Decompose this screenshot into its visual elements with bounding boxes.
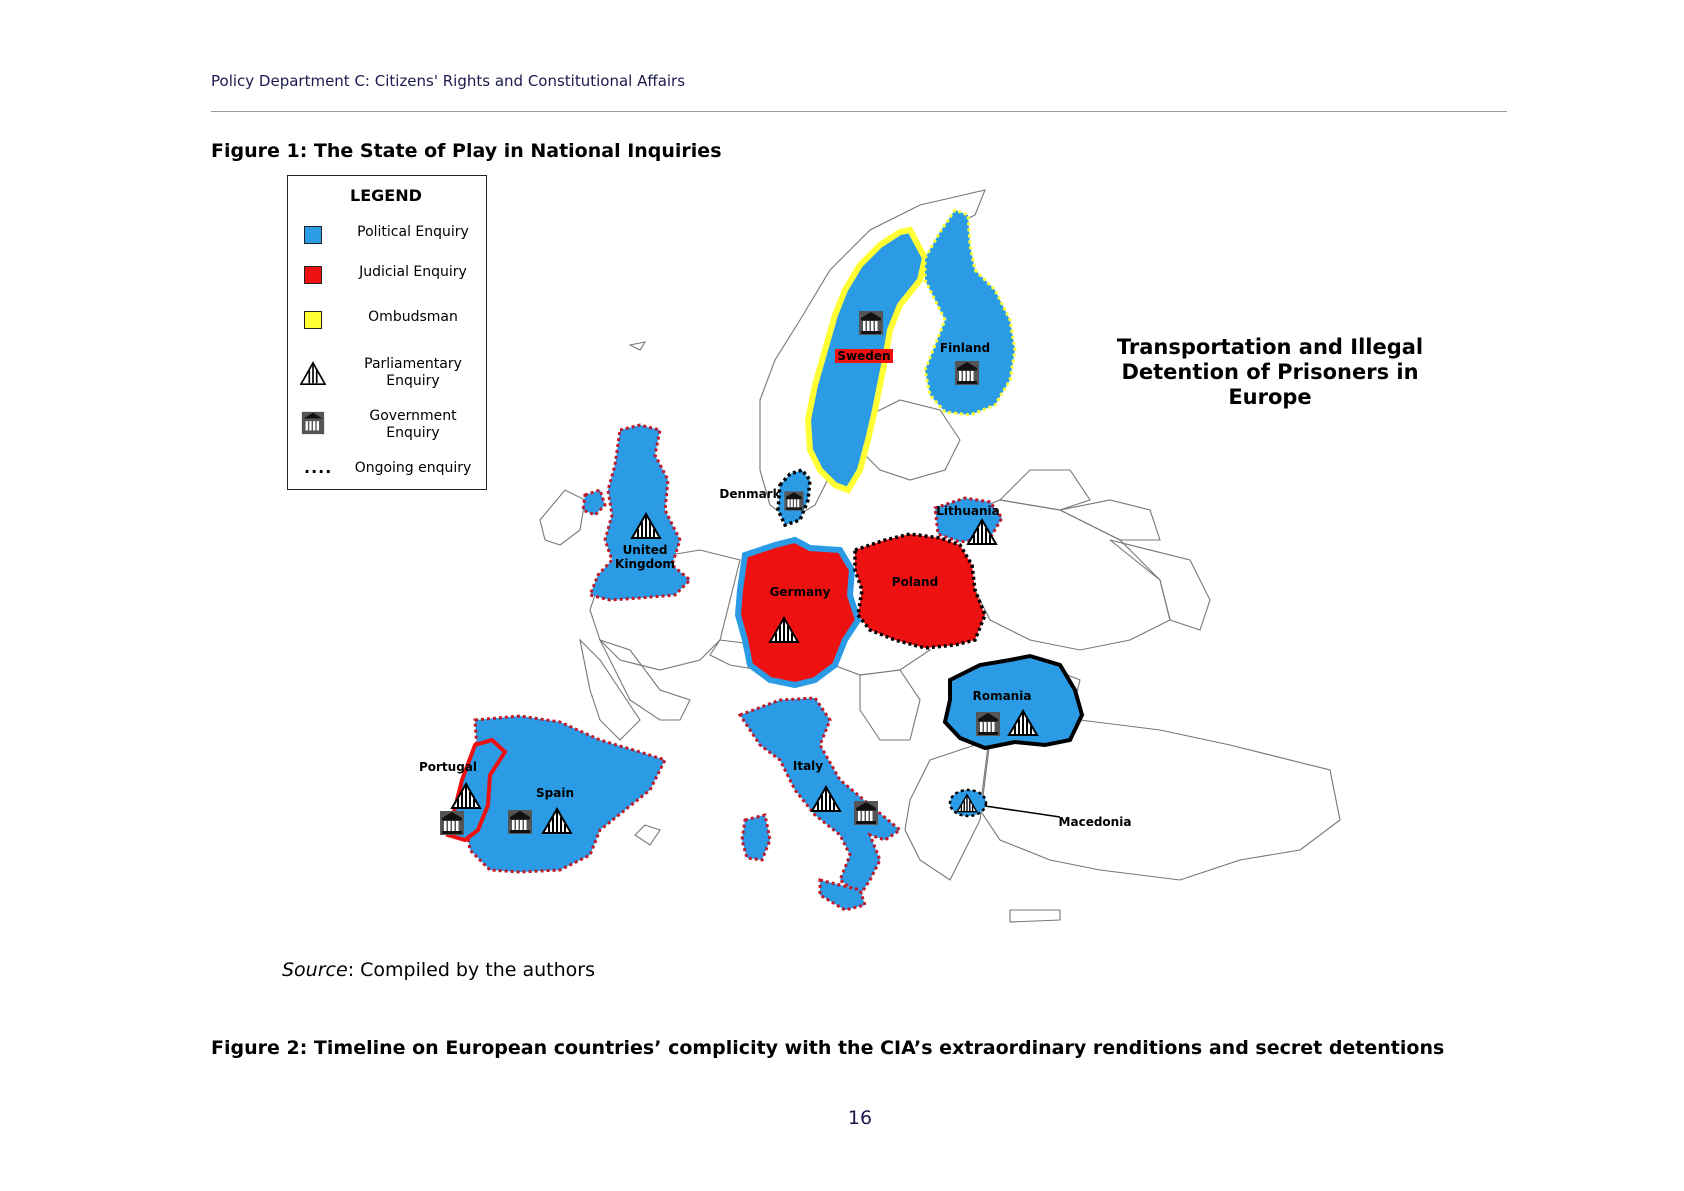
legend-label-line-1: Parliamentary: [364, 356, 462, 372]
figure-source: [282, 959, 595, 981]
country-united-kingdom: [583, 425, 690, 600]
country-romania: [945, 656, 1082, 748]
legend-label-line-1: Government: [369, 408, 457, 424]
figure-1-title: Figure 1: The State of Play in National Inquiries: [211, 140, 722, 162]
country-lithuania: [935, 498, 1002, 544]
legend-item-ombudsman: [288, 307, 488, 347]
legend-item-political: [288, 222, 488, 262]
legend-item-judicial: [288, 262, 488, 302]
map-title-line-2: Detention of Prisoners in: [1121, 360, 1419, 384]
dots-icon: ....: [304, 458, 333, 477]
country-italy: [740, 698, 900, 910]
government-icon: [784, 491, 803, 510]
country-sweden: [808, 230, 925, 490]
header-rule: [211, 111, 1507, 112]
ombudsman-swatch: [304, 311, 322, 329]
legend-item-ongoing: [288, 460, 488, 500]
legend-item-government: [288, 408, 488, 448]
map-legend: [287, 175, 487, 490]
label-sweden: Sweden: [837, 349, 891, 363]
macedonia-pointer-line: [985, 806, 1060, 817]
legend-title: LEGEND: [350, 186, 422, 205]
page-number: 16: [847, 1107, 873, 1129]
parliament-icon: [300, 361, 326, 387]
label-united-kingdom-line-1: United: [622, 543, 668, 557]
government-icon: [440, 811, 464, 835]
government-icon: [508, 810, 532, 834]
government-icon: [300, 410, 326, 436]
legend-label: Judicial Enquiry: [359, 264, 467, 280]
label-poland: Poland: [891, 575, 939, 589]
country-germany: [738, 540, 858, 685]
legend-label-line-2: Enquiry: [386, 373, 440, 389]
government-icon: [859, 311, 883, 335]
legend-label-line-2: Enquiry: [386, 425, 440, 441]
running-header: Policy Department C: Citizens' Rights and Constitutional Affairs: [211, 72, 686, 90]
map-title-line-3: Europe: [1228, 385, 1312, 409]
country-poland: [855, 534, 985, 648]
country-finland: [925, 210, 1015, 415]
political-swatch: [304, 226, 322, 244]
legend-label: Ongoing enquiry: [354, 460, 472, 476]
source-text: : Compiled by the authors: [347, 959, 596, 981]
label-finland: Finland: [939, 341, 991, 355]
judicial-swatch: [304, 266, 322, 284]
label-italy: Italy: [792, 759, 824, 773]
map-title: [1085, 335, 1455, 410]
label-denmark: Denmark: [719, 487, 781, 501]
government-icon: [955, 361, 979, 385]
government-icon: [854, 801, 878, 825]
label-germany: Germany: [769, 585, 831, 599]
country-spain: [465, 716, 665, 872]
legend-label: Political Enquiry: [357, 224, 469, 240]
source-label: Source: [282, 959, 348, 981]
label-romania: Romania: [972, 689, 1032, 703]
label-united-kingdom-line-2: Kingdom: [615, 557, 675, 571]
country-macedonia: [950, 790, 1131, 829]
figure-2-title: Figure 2: Timeline on European countries’ complicity with the CIA’s extraordinary renditions and secret detentions: [211, 1037, 1445, 1059]
legend-label: Ombudsman: [368, 309, 458, 325]
country-denmark: [719, 470, 810, 525]
label-macedonia: Macedonia: [1058, 815, 1132, 829]
label-portugal: Portugal: [418, 760, 478, 774]
legend-item-parliamentary: [288, 356, 488, 396]
government-icon: [976, 712, 1000, 736]
map-title-line-1: Transportation and Illegal: [1116, 335, 1424, 359]
label-spain: Spain: [536, 786, 574, 800]
label-lithuania: Lithuania: [936, 504, 1000, 518]
